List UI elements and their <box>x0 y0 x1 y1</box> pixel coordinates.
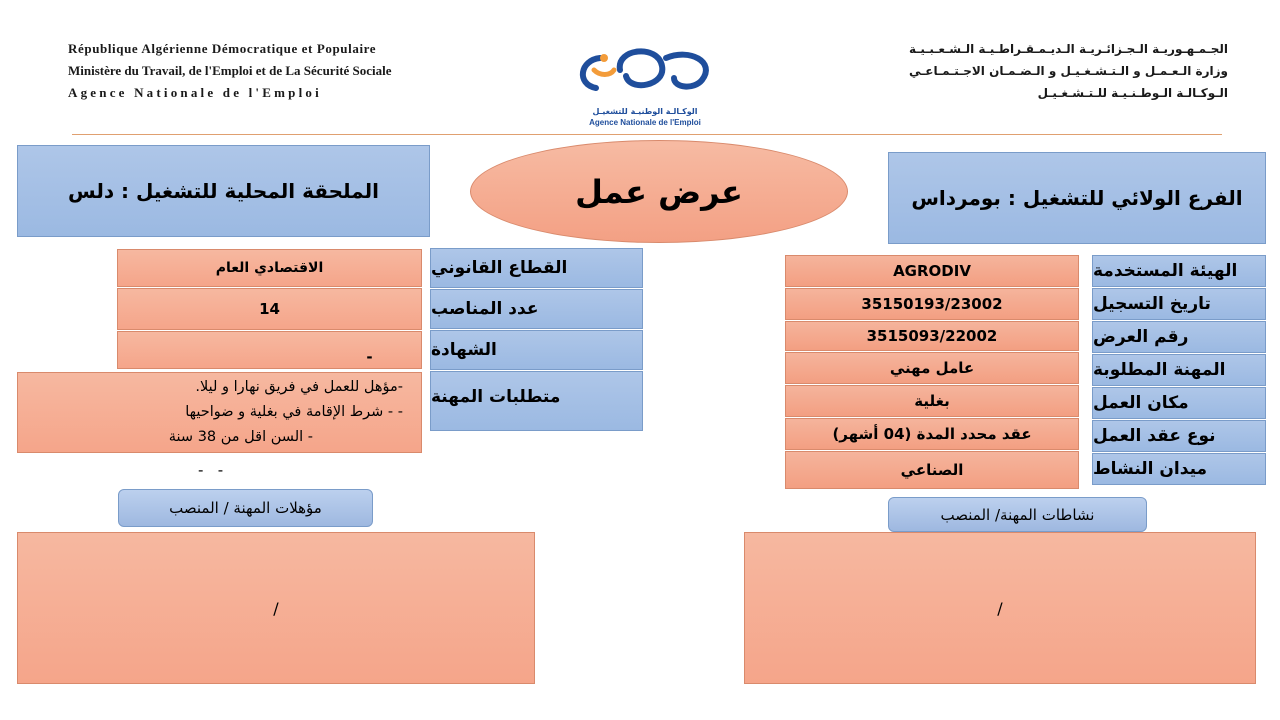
right-value-3: عامل مهني <box>785 352 1079 384</box>
right-value-2: 3515093/22002 <box>785 321 1079 351</box>
header-fr-line-3: Agence Nationale de l'Emploi <box>68 85 322 100</box>
right-label-5: نوع عقد العمل <box>1092 420 1266 452</box>
left-value-1: 14 <box>117 288 422 330</box>
left-label-3: متطلبات المهنة <box>431 387 561 407</box>
header-ar-line-3: الـوكـالـة الـوطـنـيـة للـتـشـغـيـل <box>1037 86 1228 100</box>
right-value-0: AGRODIV <box>785 255 1079 287</box>
right-label-0: الهيئة المستخدمة <box>1092 255 1266 287</box>
left-value-0: الاقتصادي العام <box>117 249 422 287</box>
requirements-box <box>17 372 422 453</box>
left-value-2: - <box>117 331 422 369</box>
left-label-3-box <box>430 371 643 431</box>
right-label-4: مكان العمل <box>1092 387 1266 419</box>
page-title: عرض عمل <box>575 172 743 211</box>
qualifications-box <box>17 532 535 684</box>
right-label-2: رقم العرض <box>1092 321 1266 353</box>
right-value-5: عقد محدد المدة (04 أشهر) <box>785 418 1079 450</box>
right-value-6: الصناعي <box>785 451 1079 489</box>
branch-box <box>888 152 1266 244</box>
branch-text: الفرع الولائي للتشغيل : بومرداس <box>911 186 1243 210</box>
requirement-line-3: - السن اقل من 38 سنة <box>168 429 313 445</box>
header-fr-line-2: Ministère du Travail, de l'Emploi et de La Sécurité Sociale <box>68 63 392 78</box>
right-value-4: بغلية <box>785 385 1079 417</box>
activities-box <box>744 532 1256 684</box>
local-office-box <box>17 145 430 237</box>
header-fr-line-1: République Algérienne Démocratique et Populaire <box>68 41 377 56</box>
qualifications-value: / <box>273 598 279 618</box>
header-ar-line-1: الجـمـهـوريـة الـجـزائـريـة الـديـمـقـراطـيـة الـشـعـبـيـة <box>909 42 1228 56</box>
left-label-2: الشهادة <box>430 330 643 370</box>
requirement-line-2: - - شرط الإقامة في بغلية و ضواحيها <box>185 404 403 420</box>
dash-line: - - <box>198 461 224 479</box>
right-label-3: المهنة المطلوبة <box>1092 354 1266 386</box>
header-ar-line-2: وزارة الـعـمـل و الـتـشـغـيـل و الـضـمـان الاجـتـمـاعـي <box>909 64 1228 78</box>
local-office-text: الملحقة المحلية للتشغيل : دلس <box>68 179 379 203</box>
header-arabic <box>740 38 1228 104</box>
requirement-line-1: -مؤهل للعمل في فريق نهارا و ليلا. <box>195 379 403 395</box>
activities-value: / <box>997 598 1003 618</box>
right-label-6: ميدان النشاط <box>1092 453 1266 485</box>
header-french <box>68 38 538 104</box>
activities-label: نشاطات المهنة/ المنصب <box>888 497 1147 532</box>
right-label-1: تاريخ التسجيل <box>1092 288 1266 320</box>
title-ellipse <box>470 140 848 243</box>
header-divider <box>72 134 1222 135</box>
agency-logo <box>570 40 720 128</box>
logo-icon <box>570 40 720 102</box>
logo-ar-text: الوكـالـة الوطنيـة للتشغيـل <box>592 107 698 116</box>
right-value-1: 35150193/23002 <box>785 288 1079 320</box>
qualifications-label: مؤهلات المهنة / المنصب <box>118 489 373 527</box>
left-label-1: عدد المناصب <box>430 289 643 329</box>
logo-fr-text: Agence Nationale de l'Emploi <box>589 118 701 127</box>
left-label-0: القطاع القانوني <box>430 248 643 288</box>
